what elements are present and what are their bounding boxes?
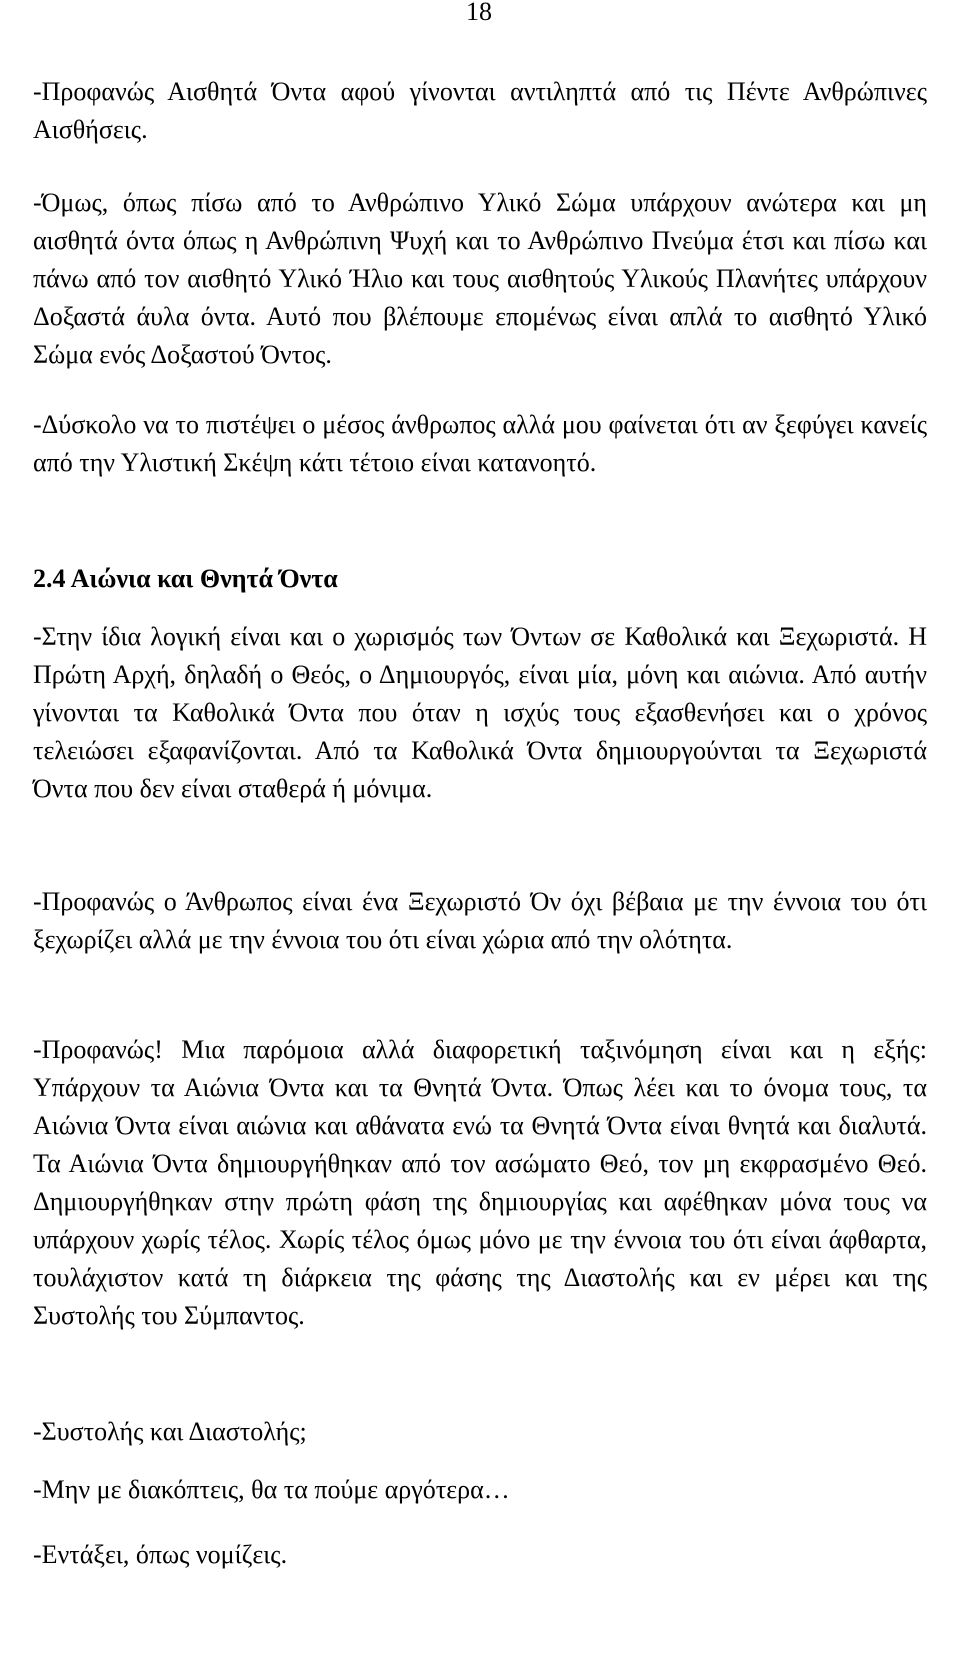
page-number: 18 [466,0,492,26]
paragraph: -Μην με διακόπτεις, θα τα πούμε αργότερα… [33,1475,510,1504]
paragraph: -Εντάξει, όπως νομίζεις. [33,1540,288,1569]
paragraph: -Στην ίδια λογική είναι και ο χωρισμός των Όντων σε Καθολικά και Ξεχωριστά. Η Πρώτη Αρχή, δηλαδή ο Θεός, ο Δημιουργός, είναι μία, μόνη και αιώνια. Από αυτήν γίνονται τα Καθολικά Όντα που όταν η ισχύς τους εξασθενήσει και ο χρόνος τελειώσει εξαφανίζονται. Από τα Καθολικά Όντα δημιουργούνται τα Ξεχωριστά Όντα που δεν είναι σταθερά ή μόνιμα. [33,622,927,803]
paragraph: -Όμως, όπως πίσω από το Ανθρώπινο Υλικό Σώμα υπάρχουν ανώτερα και μη αισθητά όντα όπως η Ανθρώπινη Ψυχή και το Ανθρώπινο Πνεύμα έτσι και πίσω και πάνω από τον αισθητό Υλικό Ήλιο και τους αισθητούς Υλικούς Πλανήτες υπάρχουν Δοξαστά άυλα όντα. Αυτό που βλέπουμε επομένως είναι απλά το αισθητό Υλικό Σώμα ενός Δοξαστού Όντος. [33,188,927,369]
paragraph: -Προφανώς ο Άνθρωπος είναι ένα Ξεχωριστό Όν όχι βέβαια με την έννοια του ότι ξεχωρίζει αλλά με την έννοια του ότι είναι χώρια από την ολότητα. [33,887,927,954]
paragraph: -Συστολής και Διαστολής; [33,1417,307,1446]
section-heading: 2.4 Αιώνια και Θνητά Όντα [33,564,338,593]
paragraph: -Προφανώς Αισθητά Όντα αφού γίνονται αντιληπτά από τις Πέντε Ανθρώπινες Αισθήσεις. [33,77,927,144]
paragraph: -Προφανώς! Μια παρόμοια αλλά διαφορετική ταξινόμηση είναι και η εξής: Υπάρχουν τα Αιώνια Όντα και τα Θνητά Όντα. Όπως λέει και το όνομα τους, τα Αιώνια Όντα είναι αιώνια και αθάνατα ενώ τα Θνητά Όντα είναι θνητά και διαλυτά. Τα Αιώνια Όντα δημιουργήθηκαν από τον ασώματο Θεό, τον μη εκφρασμένο Θεό. Δημιουργήθηκαν στην πρώτη φάση της δημιουργίας και αφέθηκαν μόνα τους να υπάρχουν χωρίς τέλος. Χωρίς τέλος όμως μόνο με την έννοια του ότι είναι άφθαρτα, τουλάχιστον κατά τη διάρκεια της φάσης της Διαστολής και εν μέρει και της Συστολής του Σύμπαντος. [33,1035,927,1330]
paragraph: -Δύσκολο να το πιστέψει ο μέσος άνθρωπος αλλά μου φαίνεται ότι αν ξεφύγει κανείς από την Υλιστική Σκέψη κάτι τέτοιο είναι κατανοητό. [33,410,927,477]
document-page [33,0,927,1660]
